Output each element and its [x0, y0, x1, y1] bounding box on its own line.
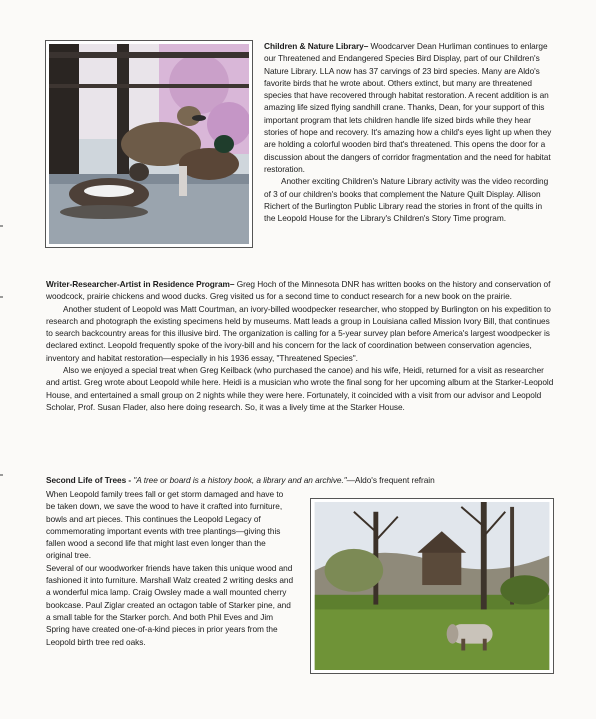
garden-trees-image [314, 502, 550, 670]
section-heading: Children & Nature Library– [264, 41, 369, 51]
writer-researcher-section [46, 278, 556, 413]
scan-mark [0, 474, 3, 476]
quote-text: "A tree or board is a history book, a library and an archive." [133, 475, 347, 485]
garden-trees-photo [310, 498, 554, 674]
second-life-section [46, 488, 294, 648]
quote-attribution: —Aldo's frequent refrain [346, 475, 435, 485]
children-nature-library-section [264, 40, 552, 224]
paragraph-text: Several of our woodworker friends have taken this unique wood and fashioned it into furniture. Marshall Walz created 2 writing desks and a wonderful mica lamp. Craig Owsley made a wall mounted cherry bookcase. Paul Ziglar created an octagon table of Starker pine, and a small table for the Starker porch. And both Phil Eves and Jim Spring have created one-of-a-kind pieces in prior years from the Leopold birth tree red oaks. [46, 562, 294, 647]
bird-carvings-photo [45, 40, 253, 248]
paragraph-text: Also we enjoyed a special treat when Greg Keilback (who purchased the canoe) and his wife, Heidi, returned for a visit as researcher and artist. Greg wrote about Leopold while here. Heidi is a musician who wrote the final song for her upcoming album at the Starker-Leopold House, and entertained a small group on 2 nights while they were here. Fortunately, it coincided with a visit from our advisor and Leopold Scholar, Prof. Susan Flader, also here doing research. So, it was a lively time at the Starker House. [46, 365, 554, 412]
paragraph-text: Woodcarver Dean Hurliman continues to enlarge our Threatened and Endangered Species Bird Display, part of our Children's Nature Library. LLA now has 37 carvings of 23 bird species. Many are Aldo's favorite birds that he wrote about. Others extinct, but many are threatened species that have recovered through habitat restoration. A recent addition is an amazing life sized flying sandhill crane. Thanks, Dean, for your support of this important program that lets children handle life sized birds while they hear stories of hope and recovery. It's amazing how a child's eyes light up when they are holding a colorful wooden bird that's threatened. This opens the door for a discussion about the dangers of corridor fragmentation and the need for habitat restoration. [264, 41, 552, 174]
paragraph-text: When Leopold family trees fall or get storm damaged and have to be taken down, we save the wood to have it crafted into furniture, bowls and art pieces. This continues the Leopold Legacy of commemorating important events with tree plantings—giving this fallen wood a second life that might last even longer than the original tree. [46, 489, 284, 561]
paragraph-text: Another student of Leopold was Matt Courtman, an ivory-billed woodpecker researcher, who stopped by Burlington on his expedition to research and photograph the existing specimens held by museums. Matt leads a group in Louisiana called Mission Ivory Bill, that continues to search backcountry areas for this illusive bird. The organization is calling for a 5-year survey plan before America's largest woodpecker is declared extinct. Leopold frequently spoke of the ivory-bill and his concern for the lack of coordination between conservation agencies, inventory and habitat restoration—especially in his 1936 essay, "Threatened Species". [46, 303, 551, 363]
section-heading: Second Life of Trees - [46, 475, 132, 485]
scan-mark [0, 296, 3, 298]
bird-carvings-image [49, 44, 249, 244]
second-life-heading-line [46, 474, 556, 486]
scan-mark [0, 225, 3, 227]
paragraph-text: Another exciting Children's Nature Library activity was the video recording of 3 of our children's books that complement the Nature Quilt Display. Allison Richert of the Burlington Public Library read the stories in front of the quilts in the Leopold House for the Library's Children's Story Time program. [264, 176, 549, 224]
paragraph-text: Greg Hoch of the Minnesota DNR has written books on the history and conservation of woodcock, prairie chickens and wood ducks. Greg visited us for a second time to conduct research for a new book on the prairie. [46, 279, 551, 302]
section-heading: Writer-Researcher-Artist in Residence Program– [46, 279, 235, 289]
